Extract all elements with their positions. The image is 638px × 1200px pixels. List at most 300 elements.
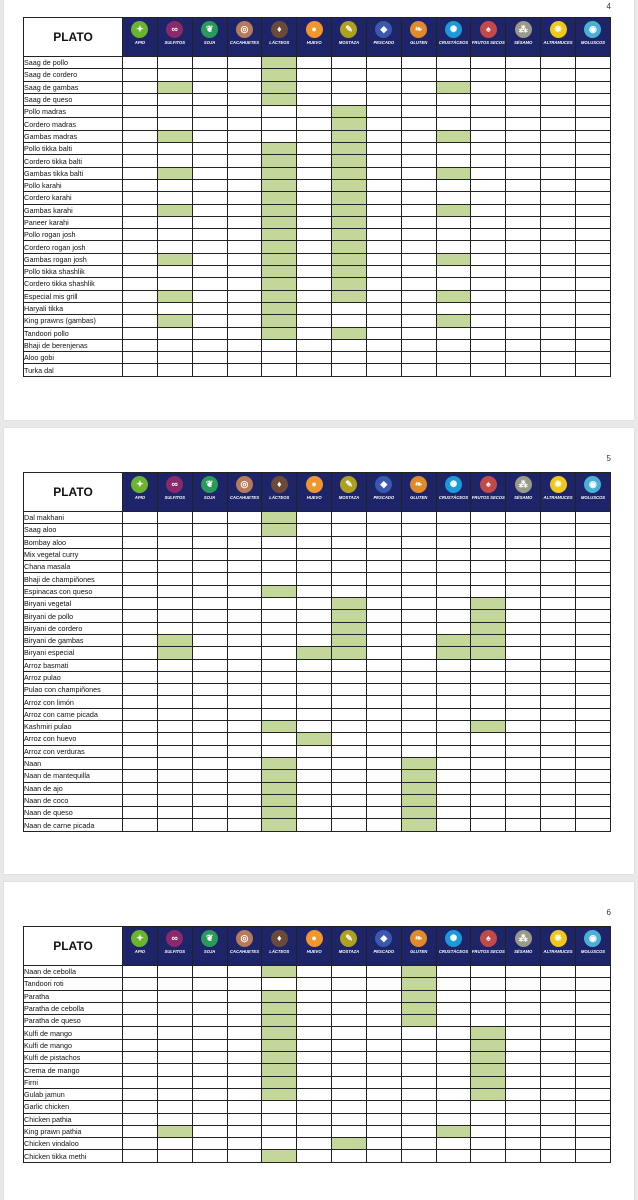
icon-glyph: ◎: [240, 24, 249, 34]
allergen-cell: [506, 253, 541, 265]
dish-name: Arroz con verduras: [24, 745, 123, 757]
icon-glyph: ●: [311, 933, 317, 943]
dish-name: Gambas tikka balti: [24, 167, 123, 179]
allergen-cell: [227, 118, 262, 130]
icon-glyph: ✦: [136, 24, 144, 34]
allergen-cell: [192, 1076, 227, 1088]
allergen-cell: [192, 216, 227, 228]
allergen-cell: [541, 1113, 576, 1125]
allergen-cell: [575, 57, 610, 69]
plato-header: PLATO: [24, 18, 123, 57]
allergen-label: APIO: [134, 495, 146, 500]
allergen-cell: [541, 708, 576, 720]
allergen-cell: [227, 229, 262, 241]
icon-glyph: ◆: [380, 933, 388, 943]
allergen-label: LÁCTEOS: [269, 40, 290, 45]
allergen-cell: [506, 512, 541, 524]
allergen-cell: [227, 352, 262, 364]
allergen-cell: [262, 696, 297, 708]
allergen-cell: [471, 241, 506, 253]
allergen-cell: [157, 1064, 192, 1076]
allergen-cell: [575, 278, 610, 290]
icon-glyph: ✺: [449, 479, 458, 489]
allergen-cell: [471, 745, 506, 757]
table-row: [24, 1150, 611, 1162]
allergen-cell: [541, 93, 576, 105]
allergen-cell: [297, 93, 332, 105]
allergen-cell: [401, 512, 436, 524]
table-row: [24, 794, 611, 806]
allergen-cell: [541, 155, 576, 167]
allergen-cell: [157, 352, 192, 364]
allergen-cell: [366, 1052, 401, 1064]
allergen-cell: [436, 708, 471, 720]
allergen-cell: [192, 978, 227, 990]
soy-icon: [201, 930, 218, 947]
allergen-cell: [332, 548, 367, 560]
allergen-cell: [227, 1039, 262, 1051]
allergen-mark-cell: [262, 819, 297, 831]
allergen-cell: [297, 978, 332, 990]
allergen-cell: [471, 93, 506, 105]
allergen-cell: [401, 1088, 436, 1100]
allergen-cell: [471, 1113, 506, 1125]
allergen-cell: [157, 1138, 192, 1150]
allergen-cell: [436, 794, 471, 806]
allergen-cell: [157, 1002, 192, 1014]
allergen-cell: [436, 57, 471, 69]
icon-glyph: ❋: [554, 933, 562, 943]
allergen-cell: [471, 990, 506, 1002]
dish-name: Paneer karahi: [24, 216, 123, 228]
allergen-cell: [471, 512, 506, 524]
icon-glyph: ◆: [380, 24, 388, 34]
allergen-cell: [436, 1138, 471, 1150]
allergen-cell: [192, 352, 227, 364]
allergen-cell: [436, 155, 471, 167]
allergen-cell: [123, 966, 158, 978]
allergen-cell: [471, 794, 506, 806]
allergen-cell: [436, 807, 471, 819]
allergen-cell: [123, 179, 158, 191]
allergen-cell: [157, 598, 192, 610]
allergen-cell: [192, 696, 227, 708]
allergen-cell: [157, 536, 192, 548]
allergen-mark-cell: [471, 1076, 506, 1088]
dish-name: Biryani de pollo: [24, 610, 123, 622]
allergen-cell: [436, 585, 471, 597]
allergen-label: SOJA: [203, 949, 216, 954]
dish-name: Kulfi de pistachos: [24, 1052, 123, 1064]
allergen-label: APIO: [134, 949, 146, 954]
allergen-header-altramuces: [541, 927, 576, 966]
allergen-mark-cell: [157, 253, 192, 265]
allergen-cell: [123, 302, 158, 314]
allergen-label: MOSTAZA: [338, 40, 360, 45]
allergen-cell: [541, 978, 576, 990]
allergen-cell: [227, 241, 262, 253]
allergen-cell: [332, 536, 367, 548]
sulphites-icon: [166, 21, 183, 38]
dish-name: Crema de mango: [24, 1064, 123, 1076]
table-row: [24, 1064, 611, 1076]
allergen-cell: [541, 573, 576, 585]
allergen-cell: [157, 155, 192, 167]
allergen-cell: [297, 179, 332, 191]
table-row: [24, 622, 611, 634]
allergen-cell: [227, 794, 262, 806]
allergen-cell: [366, 647, 401, 659]
allergen-cell: [471, 167, 506, 179]
mustard-icon: [340, 930, 357, 947]
allergen-cell: [366, 794, 401, 806]
icon-glyph: ❦: [205, 24, 214, 34]
allergen-cell: [541, 990, 576, 1002]
allergen-cell: [227, 659, 262, 671]
allergen-cell: [192, 81, 227, 93]
allergen-cell: [541, 266, 576, 278]
allergen-cell: [436, 118, 471, 130]
allergen-cell: [297, 696, 332, 708]
allergen-cell: [436, 721, 471, 733]
dish-name: Biryani especial: [24, 647, 123, 659]
allergen-header-soja: [192, 473, 227, 512]
allergen-cell: [506, 1076, 541, 1088]
allergen-cell: [227, 179, 262, 191]
allergen-cell: [297, 192, 332, 204]
allergen-cell: [436, 573, 471, 585]
table-row: [24, 708, 611, 720]
allergen-cell: [123, 1015, 158, 1027]
allergen-cell: [541, 204, 576, 216]
dish-name: Arroz basmati: [24, 659, 123, 671]
allergen-cell: [227, 524, 262, 536]
allergen-label: APIO: [134, 40, 146, 45]
allergen-cell: [297, 671, 332, 683]
allergen-cell: [227, 339, 262, 351]
allergen-cell: [575, 327, 610, 339]
allergen-cell: [192, 536, 227, 548]
allergen-cell: [401, 192, 436, 204]
allergen-cell: [401, 241, 436, 253]
allergen-mark-cell: [401, 807, 436, 819]
allergen-cell: [123, 106, 158, 118]
allergen-label: ALTRAMUCES: [543, 495, 573, 500]
allergen-mark-cell: [262, 1064, 297, 1076]
allergen-cell: [332, 364, 367, 376]
allergen-cell: [436, 659, 471, 671]
allergen-cell: [157, 339, 192, 351]
dish-name: Pollo madras: [24, 106, 123, 118]
allergen-cell: [471, 1015, 506, 1027]
allergen-label: GLUTEN: [410, 40, 428, 45]
allergen-cell: [157, 216, 192, 228]
allergen-mark-cell: [262, 290, 297, 302]
allergen-mark-cell: [332, 155, 367, 167]
allergen-cell: [506, 807, 541, 819]
table-row: [24, 327, 611, 339]
allergen-cell: [332, 69, 367, 81]
allergen-cell: [471, 364, 506, 376]
allergen-cell: [436, 622, 471, 634]
allergen-cell: [541, 782, 576, 794]
icon-glyph: ◉: [589, 479, 597, 489]
allergen-mark-cell: [262, 1076, 297, 1088]
allergen-mark-cell: [401, 1002, 436, 1014]
allergen-cell: [366, 339, 401, 351]
allergen-cell: [157, 364, 192, 376]
allergen-cell: [227, 106, 262, 118]
nuts-icon: [480, 476, 497, 493]
allergen-cell: [332, 684, 367, 696]
allergen-cell: [297, 1088, 332, 1100]
allergen-cell: [227, 327, 262, 339]
allergen-label: CACAHUETES: [229, 495, 259, 500]
allergen-cell: [401, 364, 436, 376]
allergen-mark-cell: [262, 1027, 297, 1039]
allergen-cell: [575, 696, 610, 708]
allergen-cell: [123, 807, 158, 819]
table-row: [24, 130, 611, 142]
allergen-mark-cell: [401, 990, 436, 1002]
wheat-icon: [410, 930, 427, 947]
allergen-mark-cell: [157, 290, 192, 302]
allergen-header-altramuces: [541, 18, 576, 57]
allergen-cell: [157, 93, 192, 105]
allergen-mark-cell: [332, 130, 367, 142]
allergen-cell: [332, 93, 367, 105]
icon-glyph: ♠: [485, 24, 491, 34]
allergen-cell: [227, 315, 262, 327]
dish-name: Saag de cordero: [24, 69, 123, 81]
allergen-cell: [506, 93, 541, 105]
allergen-cell: [506, 536, 541, 548]
allergen-cell: [366, 118, 401, 130]
allergen-cell: [436, 978, 471, 990]
allergen-cell: [506, 721, 541, 733]
dish-name: Gambas rogan josh: [24, 253, 123, 265]
allergen-header-cacahuetes: [227, 473, 262, 512]
allergen-cell: [123, 819, 158, 831]
icon-glyph: ✎: [345, 479, 353, 489]
allergen-cell: [157, 1015, 192, 1027]
allergen-label: CRUSTÁCEOS: [438, 495, 469, 500]
allergen-cell: [332, 1064, 367, 1076]
allergen-cell: [192, 339, 227, 351]
table-row: [24, 671, 611, 683]
table-row: [24, 966, 611, 978]
allergen-cell: [227, 1052, 262, 1064]
allergen-cell: [401, 1138, 436, 1150]
allergen-cell: [541, 684, 576, 696]
allergen-cell: [541, 179, 576, 191]
allergen-cell: [506, 1064, 541, 1076]
allergen-cell: [575, 1125, 610, 1137]
allergen-cell: [192, 684, 227, 696]
dish-name: Saag de queso: [24, 93, 123, 105]
allergen-cell: [366, 290, 401, 302]
egg-icon: [306, 476, 323, 493]
allergen-cell: [123, 598, 158, 610]
allergen-cell: [227, 622, 262, 634]
allergen-cell: [192, 106, 227, 118]
dish-name: Chicken tikka methi: [24, 1150, 123, 1162]
allergen-cell: [541, 671, 576, 683]
allergen-cell: [366, 1076, 401, 1088]
allergen-cell: [366, 524, 401, 536]
allergen-cell: [575, 684, 610, 696]
table-row: [24, 167, 611, 179]
allergen-cell: [541, 278, 576, 290]
allergen-cell: [401, 229, 436, 241]
allergen-cell: [262, 745, 297, 757]
allergen-cell: [123, 1076, 158, 1088]
allergen-cell: [192, 130, 227, 142]
allergen-cell: [366, 81, 401, 93]
allergen-cell: [541, 1015, 576, 1027]
allergen-cell: [123, 978, 158, 990]
allergen-cell: [471, 290, 506, 302]
allergen-cell: [297, 315, 332, 327]
dish-name: Arroz con limón: [24, 696, 123, 708]
allergen-mark-cell: [262, 990, 297, 1002]
allergen-cell: [436, 598, 471, 610]
allergen-cell: [192, 745, 227, 757]
allergen-table: [23, 472, 611, 832]
allergen-cell: [227, 1015, 262, 1027]
allergen-cell: [541, 253, 576, 265]
allergen-header-frutos_secos: [471, 473, 506, 512]
allergen-cell: [227, 1125, 262, 1137]
allergen-cell: [227, 807, 262, 819]
allergen-cell: [366, 598, 401, 610]
dish-name: Pollo rogan josh: [24, 229, 123, 241]
allergen-mark-cell: [262, 155, 297, 167]
allergen-cell: [192, 1052, 227, 1064]
allergen-cell: [192, 548, 227, 560]
allergen-mark-cell: [262, 57, 297, 69]
icon-glyph: ✦: [136, 479, 144, 489]
allergen-cell: [297, 745, 332, 757]
allergen-cell: [123, 143, 158, 155]
allergen-mark-cell: [401, 978, 436, 990]
allergen-cell: [297, 524, 332, 536]
allergen-cell: [192, 1039, 227, 1051]
allergen-cell: [506, 647, 541, 659]
allergen-mark-cell: [471, 1039, 506, 1051]
allergen-cell: [506, 1039, 541, 1051]
allergen-cell: [401, 1076, 436, 1088]
allergen-cell: [332, 819, 367, 831]
allergen-cell: [506, 315, 541, 327]
allergen-cell: [575, 978, 610, 990]
allergen-cell: [401, 1039, 436, 1051]
allergen-cell: [541, 1125, 576, 1137]
allergen-mark-cell: [436, 167, 471, 179]
allergen-mark-cell: [262, 327, 297, 339]
allergen-cell: [506, 192, 541, 204]
allergen-cell: [192, 573, 227, 585]
icon-glyph: ∞: [171, 933, 178, 943]
allergen-mark-cell: [471, 622, 506, 634]
peanut-icon: [236, 21, 253, 38]
allergen-cell: [401, 745, 436, 757]
allergen-cell: [332, 1125, 367, 1137]
allergen-cell: [506, 978, 541, 990]
allergen-cell: [541, 1002, 576, 1014]
allergen-cell: [366, 253, 401, 265]
allergen-label: LÁCTEOS: [269, 495, 290, 500]
allergen-cell: [541, 315, 576, 327]
allergen-cell: [157, 118, 192, 130]
allergen-cell: [366, 512, 401, 524]
allergen-mark-cell: [262, 278, 297, 290]
allergen-cell: [192, 143, 227, 155]
allergen-cell: [541, 794, 576, 806]
allergen-cell: [297, 1150, 332, 1162]
allergen-cell: [192, 1150, 227, 1162]
allergen-cell: [471, 229, 506, 241]
table-row: [24, 93, 611, 105]
allergen-cell: [157, 106, 192, 118]
allergen-cell: [192, 807, 227, 819]
allergen-cell: [297, 352, 332, 364]
allergen-cell: [541, 216, 576, 228]
allergen-header-apio: [123, 473, 158, 512]
allergen-cell: [506, 155, 541, 167]
allergen-cell: [192, 794, 227, 806]
allergen-cell: [401, 179, 436, 191]
allergen-cell: [541, 143, 576, 155]
allergen-cell: [506, 167, 541, 179]
allergen-cell: [471, 536, 506, 548]
table-row: [24, 266, 611, 278]
allergen-cell: [506, 1101, 541, 1113]
table-row: [24, 647, 611, 659]
allergen-cell: [366, 573, 401, 585]
allergen-cell: [401, 647, 436, 659]
allergen-mark-cell: [157, 1125, 192, 1137]
allergen-cell: [123, 990, 158, 1002]
allergen-cell: [575, 364, 610, 376]
allergen-cell: [575, 143, 610, 155]
allergen-cell: [227, 585, 262, 597]
allergen-cell: [227, 647, 262, 659]
allergen-cell: [227, 1113, 262, 1125]
allergen-cell: [332, 1088, 367, 1100]
allergen-cell: [123, 1064, 158, 1076]
dish-name: Firni: [24, 1076, 123, 1088]
allergen-cell: [541, 192, 576, 204]
allergen-cell: [471, 155, 506, 167]
allergen-cell: [506, 57, 541, 69]
allergen-cell: [227, 1138, 262, 1150]
allergen-cell: [123, 69, 158, 81]
allergen-cell: [471, 548, 506, 560]
allergen-cell: [366, 1138, 401, 1150]
allergen-header-gluten: [401, 18, 436, 57]
allergen-cell: [192, 1138, 227, 1150]
milk-icon: [271, 21, 288, 38]
table-row: [24, 216, 611, 228]
allergen-mark-cell: [262, 204, 297, 216]
allergen-mark-cell: [262, 1088, 297, 1100]
dish-name: Pollo tikka shashlik: [24, 266, 123, 278]
allergen-cell: [297, 757, 332, 769]
allergen-mark-cell: [471, 1027, 506, 1039]
allergen-cell: [401, 155, 436, 167]
dish-name: Naan de coco: [24, 794, 123, 806]
